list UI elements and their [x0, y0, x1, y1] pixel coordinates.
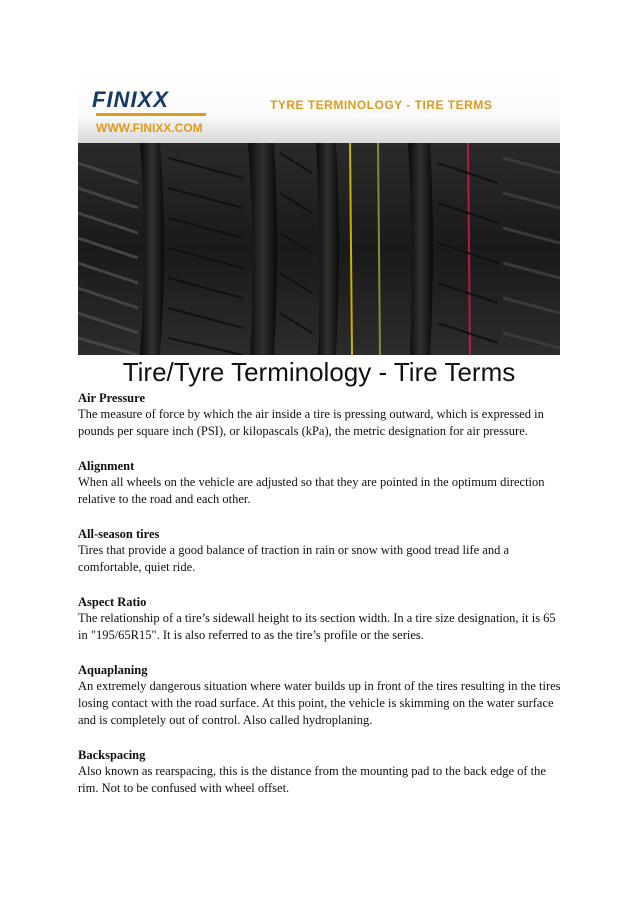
term-name: Aspect Ratio: [78, 595, 147, 609]
term-entry: [78, 390, 566, 440]
term-entry: [78, 458, 566, 508]
term-name: Air Pressure: [78, 391, 146, 405]
term-entry: [78, 662, 566, 729]
term-name: All-season tires: [78, 527, 160, 541]
banner-header-strip: [78, 73, 560, 143]
term-entry: [78, 747, 566, 797]
term-definition: The relationship of a tire’s sidewall height to its section width. In a tire size designation, it is 65 in "195/65R15". It is also referred to as the tire’s profile or the series.: [78, 611, 556, 642]
term-definition: The measure of force by which the air inside a tire is pressing outward, which is expressed in pounds per square inch (PSI), or kilopascals (kPa), the metric designation for air pressure.: [78, 407, 544, 438]
term-definition: When all wheels on the vehicle are adjusted so that they are pointed in the optimum direction relative to the road and each other.: [78, 475, 545, 506]
logo-url: WWW.FINIXX.COM: [96, 121, 203, 135]
document-title: Tire/Tyre Terminology - Tire Terms: [122, 357, 516, 387]
logo-underline: [96, 113, 206, 116]
term-name: Aquaplaning: [78, 663, 148, 677]
term-definition: An extremely dangerous situation where water builds up in front of the tires resulting in the tires losing contact with the road surface. At this point, the vehicle is skimming on the water surface and is completely out of control. Also called hydroplaning.: [78, 679, 561, 727]
header-banner-image: [78, 73, 560, 355]
term-definition: Also known as rearspacing, this is the distance from the mounting pad to the back edge of the rim. Not to be confused with wheel offset.: [78, 764, 546, 795]
banner-title: TYRE TERMINOLOGY - TIRE TERMS: [270, 98, 493, 112]
terms-list: [78, 390, 566, 815]
term-name: Backspacing: [78, 748, 146, 762]
term-entry: [78, 526, 566, 576]
term-name: Alignment: [78, 459, 135, 473]
term-definition: Tires that provide a good balance of traction in rain or snow with good tread life and a comfortable, quiet ride.: [78, 543, 510, 574]
tire-tread-image: [78, 143, 560, 355]
finixx-logo: FINIXX: [92, 87, 169, 112]
term-entry: [78, 594, 566, 644]
